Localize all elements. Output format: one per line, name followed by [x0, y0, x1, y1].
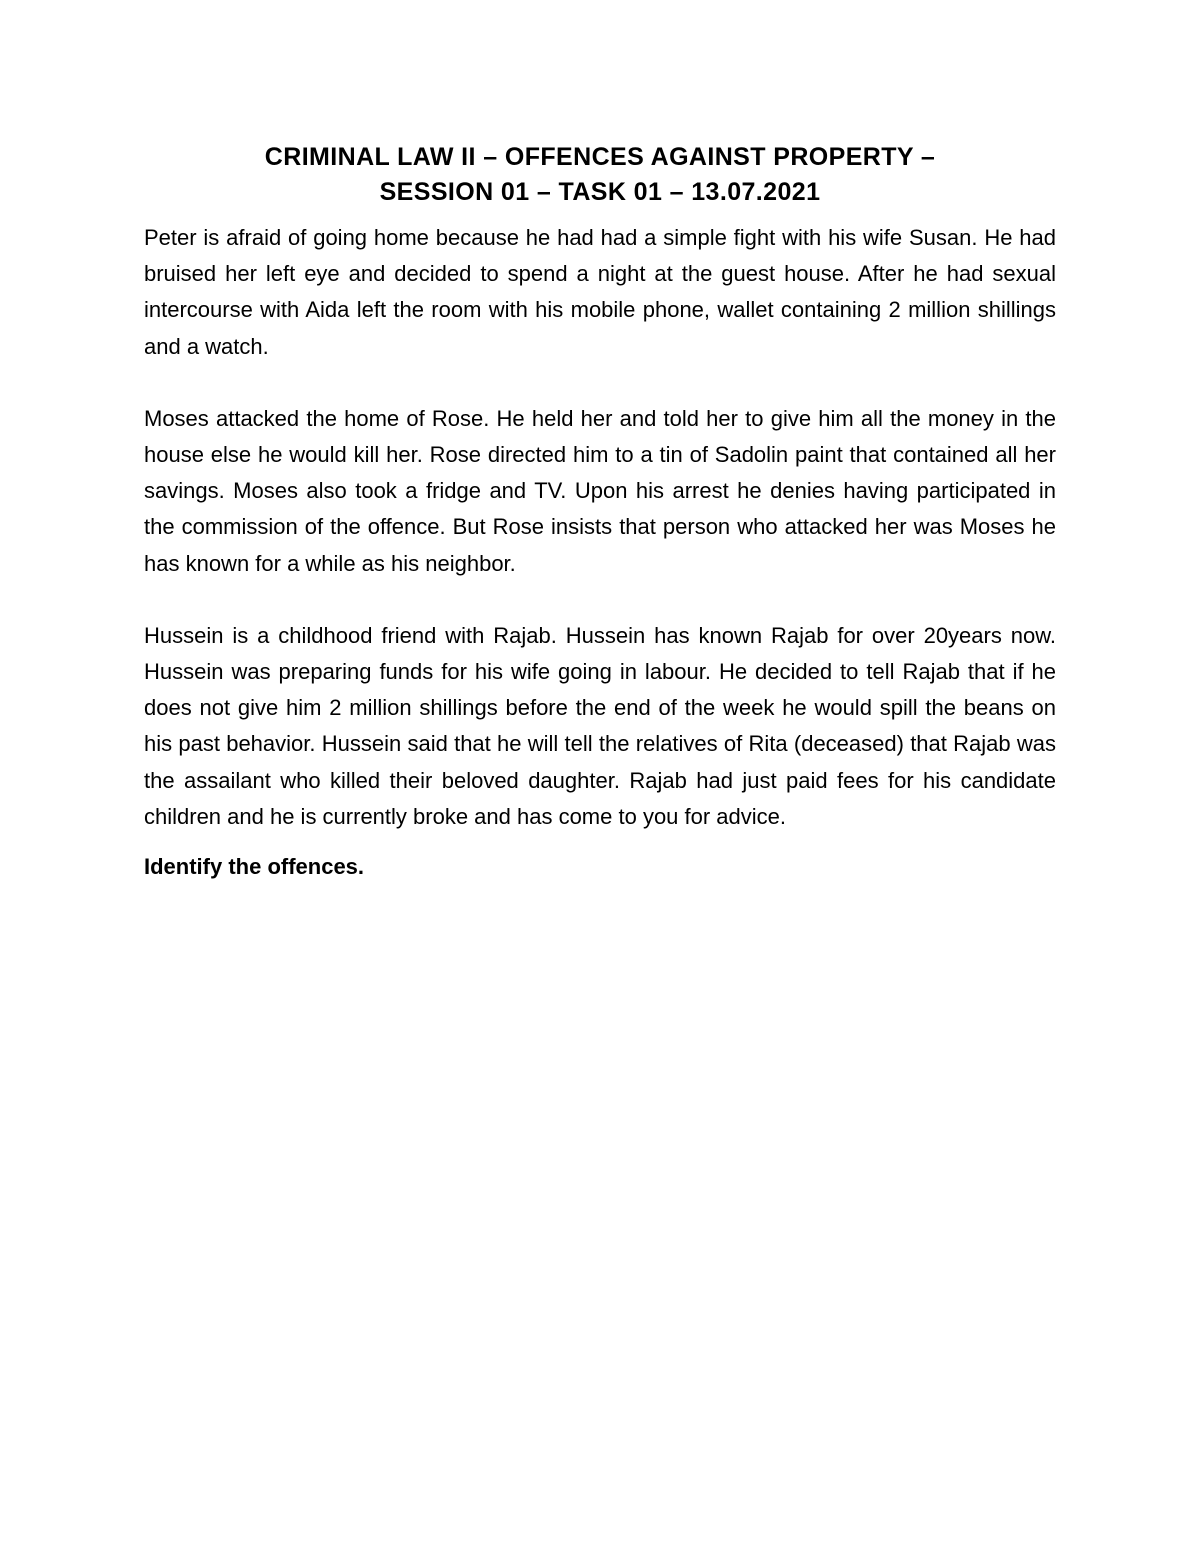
scenario-paragraph-moses: Moses attacked the home of Rose. He held her and told her to give him all the money in the house else he would kill her. Rose directed him to a tin of Sadolin paint that contained all her savings. Moses also took a fridge and TV. Upon his arrest he denies having participated in the commission of the offence. But Rose insists that person who attacked her was Moses he has known for a while as his neighbor.: [144, 405, 1056, 576]
document-title: [144, 140, 1056, 210]
paragraph-spacer: [144, 835, 1056, 849]
title-line-1: CRIMINAL LAW II – OFFENCES AGAINST PROPERTY –: [264, 143, 936, 171]
scenario-paragraph-peter: Peter is afraid of going home because he had had a simple fight with his wife Susan. He had bruised her left eye and decided to spend a night at the guest house. After he had sexual intercourse with Aida left the room with his mobile phone, wallet containing 2 million shillings and a watch.: [144, 225, 1056, 359]
document-page: [144, 140, 1056, 885]
paragraph-spacer: [144, 582, 1056, 618]
task-question: Identify the offences.: [144, 854, 365, 880]
scenario-paragraph-hussein: Hussein is a childhood friend with Rajab. Hussein has known Rajab for over 20years now. Hussein was preparing funds for his wife going in labour. He decided to tell Rajab that if he does not give him 2 million shillings before the end of the week he would spill the beans on his past behavior. Hussein said that he will tell the relatives of Rita (deceased) that Rajab was the assailant who killed their beloved daughter. Rajab had just paid fees for his candidate children and he is currently broke and has come to you for advice.: [144, 622, 1056, 829]
paragraph-spacer: [144, 365, 1056, 401]
title-line-2: SESSION 01 – TASK 01 – 13.07.2021: [379, 178, 821, 206]
